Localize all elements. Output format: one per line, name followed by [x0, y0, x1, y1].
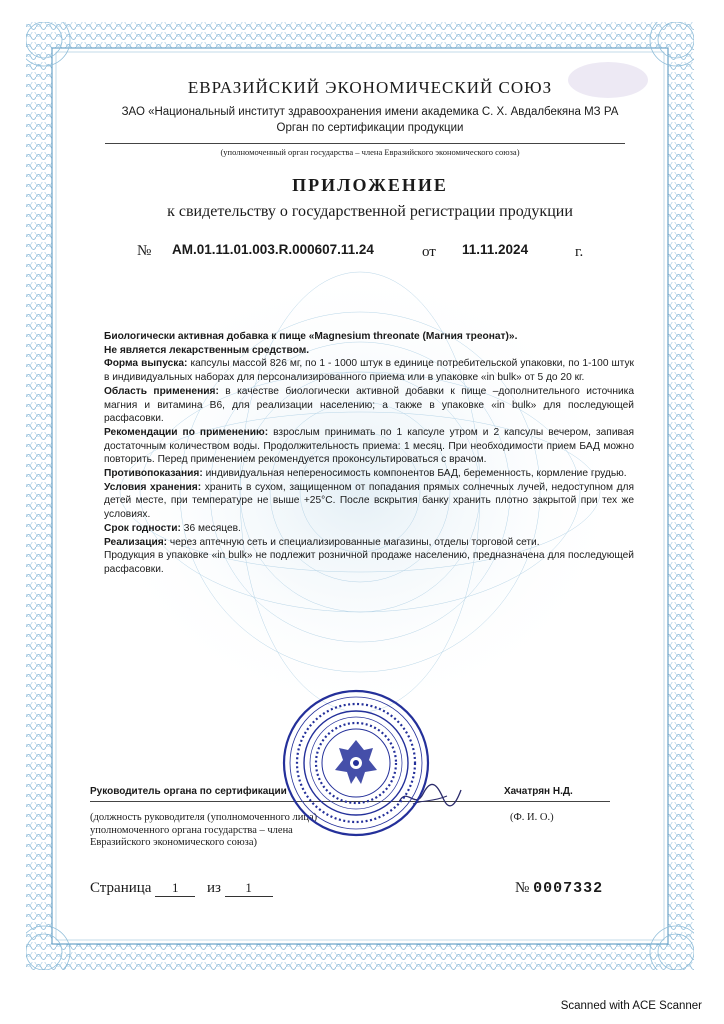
product-description [104, 330, 634, 577]
shelf-life-text: 36 месяцев. [180, 522, 241, 534]
area-section [104, 385, 634, 426]
page-number: 1 [155, 880, 195, 897]
contraindication-label: Противопоказания: [104, 468, 203, 480]
union-title: ЕВРАЗИЙСКИЙ ЭКОНОМИЧЕСКИЙ СОЮЗ [187, 78, 553, 97]
serial-label: № [515, 880, 530, 896]
number-sign: № [137, 243, 152, 259]
sale-section [104, 536, 634, 550]
serial-number: 0007332 [533, 880, 604, 897]
page-counter [90, 880, 273, 897]
official-seal [281, 688, 431, 838]
area-label: Область применения: [104, 385, 219, 397]
head-name: Хачатрян Н.Д. [504, 786, 573, 797]
total-pages: 1 [225, 880, 273, 897]
form-serial [515, 880, 603, 897]
authority-note: (уполномоченный орган государства – члена Евразийского экономического союза) [220, 147, 520, 157]
recommendation-label: Рекомендации по применению: [104, 426, 269, 438]
shelf-life-section [104, 522, 634, 536]
sale-text: через аптечную сеть и специализированные магазины, отделы торговой сети. [167, 536, 540, 548]
area-text: в качестве биологически активной добавки к пище –дополнительного источника магния и витамина В6, для реализации населению; а также в упаковке «in bulk» для последующей расфасовки. [104, 385, 634, 425]
head-label: Руководитель органа по сертификации [90, 786, 287, 797]
of-label: из [206, 880, 221, 896]
recommendation-text: взрослым принимать по 1 капсуле утром и 2 капсулы вечером, запивая достаточным количеством воды. Продолжительность приема: 1 месяц. При необходимости прием БАД можно повторить. Перед применением рекомендуется проконсультироваться с врачом. [104, 426, 634, 466]
date-label: от [422, 244, 436, 260]
contraindication-text: индивидуальная непереносимость компонентов БАД, беременность, кормление грудью. [202, 468, 627, 480]
product-name: Биологически активная добавка к пище «Magnesium threonate (Магния треонат)». [104, 331, 518, 342]
form-label: Форма выпуска: [104, 358, 188, 370]
storage-label: Условия хранения: [104, 481, 202, 493]
scanner-watermark: Scanned with ACE Scanner [560, 1000, 702, 1012]
fio-note: (Ф. И. О.) [510, 812, 554, 823]
position-note: (должность руководителя (уполномоченного лица) уполномоченного органа государства – члена Евразийского экономического союза) [90, 812, 318, 848]
header-divider [105, 143, 625, 144]
not-drug-note: Не является лекарственным средством. [104, 344, 310, 356]
form-section [104, 357, 634, 384]
page-label: Страница [90, 880, 152, 896]
certificate-number: AM.01.11.01.003.R.000607.11.24 [172, 242, 374, 257]
organ-name: Орган по сертификации продукции [276, 122, 464, 134]
storage-text: хранить в сухом, защищенном от попадания прямых солнечных лучей, недоступном для детей месте, при температуре не выше +25°С. После вскрытия банку хранить плотно закрытой при тех же условиях. [104, 481, 634, 521]
institute-name: ЗАО «Национальный институт здравоохранения имени академика С. Х. Авдалбекяна МЗ РА [121, 106, 619, 118]
document-title: ПРИЛОЖЕНИЕ [292, 175, 448, 195]
year-suffix: г. [575, 244, 584, 260]
shelf-life-label: Срок годности: [104, 522, 181, 534]
contraindication-section [104, 467, 634, 481]
certificate-date: 11.11.2024 [462, 242, 529, 257]
sale-label: Реализация: [104, 536, 168, 548]
form-text: капсулы массой 826 мг, по 1 - 1000 штук в единице потребительской упаковки, по 1-100 штук в индивидуальных наборах для персонализированного приема или в упаковке «in bulk» от 5 до 20 кг. [104, 358, 634, 384]
bulk-note: Продукция в упаковке «in bulk» не подлежит розничной продаже населению, предназначена для последующей расфасовки. [104, 550, 634, 575]
storage-section [104, 481, 634, 522]
recommendation-section [104, 426, 634, 467]
document-subtitle: к свидетельству о государственной регистрации продукции [167, 203, 573, 220]
